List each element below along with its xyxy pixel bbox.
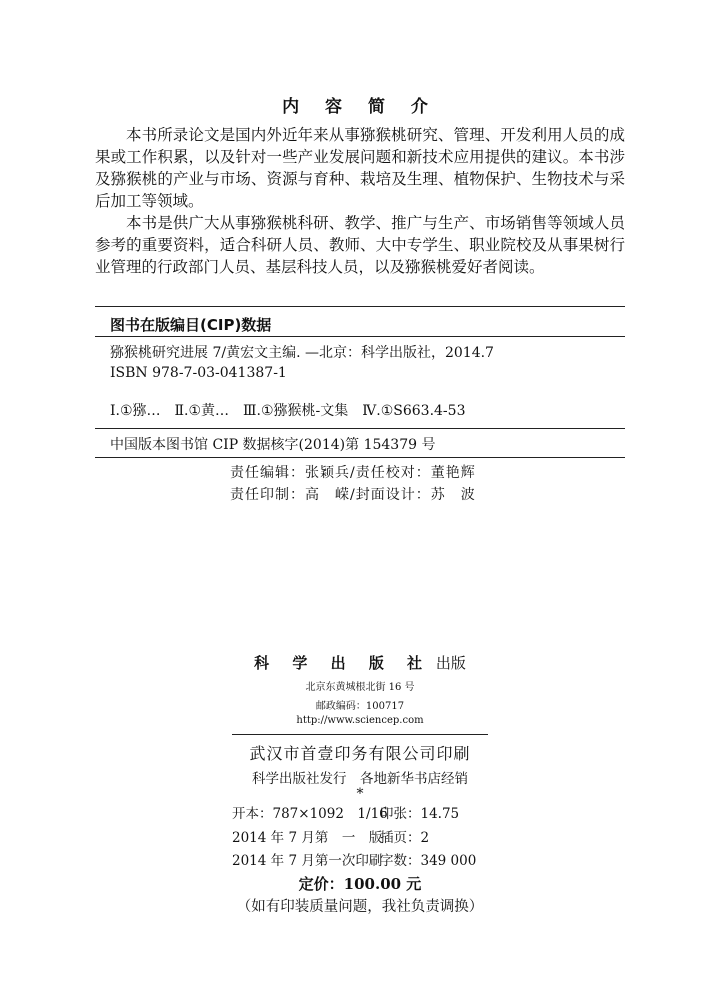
cip-mid-rule xyxy=(95,428,625,429)
publisher-url: http://www.sciencep.com xyxy=(296,715,424,726)
cip-head-rule xyxy=(95,336,625,337)
distribution: 科学出版社发行 各地新华书店经销 xyxy=(252,771,468,787)
cip-top-rule xyxy=(95,306,625,307)
spec-edition: 2014 年 7 月第 一 版 xyxy=(232,830,383,846)
quality-notice: （如有印装质量问题，我社负责调换） xyxy=(236,899,484,915)
cip-bottom-rule xyxy=(95,457,625,458)
publisher-name: 科 学 出 版 社 xyxy=(254,654,432,672)
publisher-postcode: 邮政编码：100717 xyxy=(315,701,405,712)
spec-words: 字数：349 000 xyxy=(380,853,477,869)
cip-classification: Ⅰ.①猕… Ⅱ.①黄… Ⅲ.①猕猴桃-文集 Ⅳ.①S663.4-53 xyxy=(110,403,466,419)
staff-editors: 责任编辑：张颖兵/责任校对：董艳辉 xyxy=(230,465,476,481)
spec-printing: 2014 年 7 月第一次印刷 xyxy=(232,853,383,869)
separator-star: * xyxy=(356,786,364,802)
publisher-suffix: 出版 xyxy=(435,654,466,672)
page-title: 内 容 简 介 xyxy=(282,97,438,117)
cip-isbn: ISBN 978-7-03-041387-1 xyxy=(110,365,287,381)
publisher-line xyxy=(0,652,720,673)
intro-paragraph-2: 本书是供广大从事猕猴桃科研、教学、推广与生产、市场销售等领域人员参考的重要资料，适合科研人员、教师、大中专学生、职业院校及从事果树行业管理的行政部门人员、基层科技人员，以及猕猴桃爱好者阅读。 xyxy=(95,214,625,276)
spec-sheets: 印张：14.75 xyxy=(380,806,460,822)
spec-plates: 插页：2 xyxy=(380,830,430,846)
intro-paragraph-1: 本书所录论文是国内外近年来从事猕猴桃研究、管理、开发利用人员的成果或工作积累，以及针对一些产业发展问题和新技术应用提供的建议。本书涉及猕猴桃的产业与市场、资源与育种、栽培及生理、植物保护、生物技术与采后加工等领域。 xyxy=(95,126,625,210)
cip-library-number: 中国版本图书馆 CIP 数据核字(2014)第 154379 号 xyxy=(110,437,436,453)
cip-heading: 图书在版编目(CIP)数据 xyxy=(110,316,272,334)
printer-top-rule xyxy=(232,734,488,735)
printer-name: 武汉市首壹印务有限公司印刷 xyxy=(249,744,471,763)
spec-format: 开本：787×1092 1/16 xyxy=(232,806,388,822)
publisher-address: 北京东黄城根北街 16 号 xyxy=(305,682,415,693)
price: 定价：100.00 元 xyxy=(298,875,422,893)
staff-production: 责任印制：高 嵘/封面设计：苏 波 xyxy=(230,487,476,503)
cip-book-record: 猕猴桃研究进展 7/黄宏文主编. —北京：科学出版社，2014.7 xyxy=(110,345,494,361)
